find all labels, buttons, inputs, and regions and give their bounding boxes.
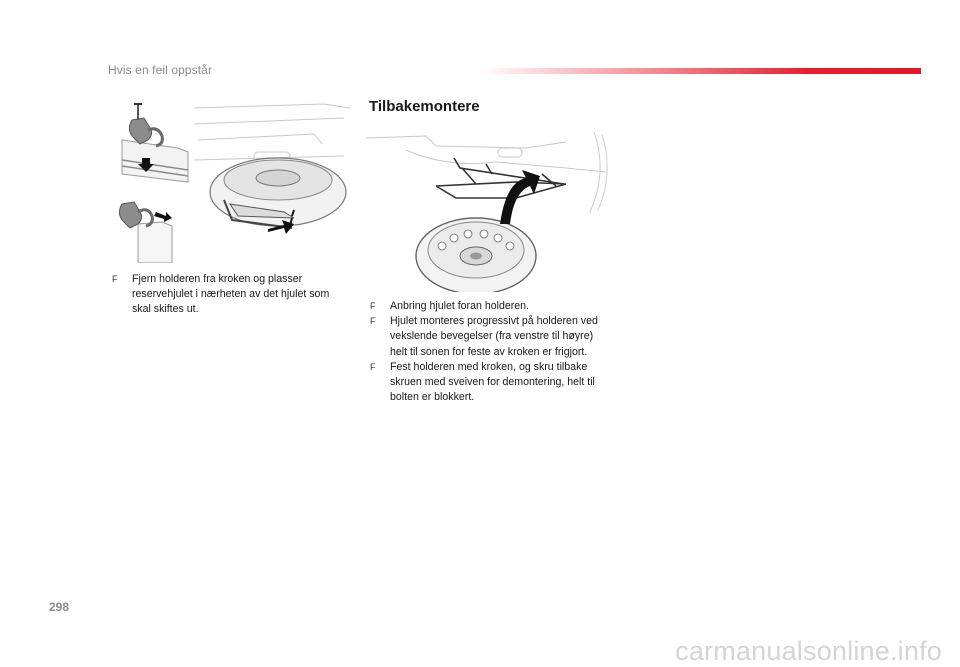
instruction-text: Fest holderen med kroken, og skru tilbake skruen med sveiven for demontering, helt til bolten er blokkert. xyxy=(390,360,595,404)
bullet-marker: F xyxy=(370,361,376,372)
left-instruction-list xyxy=(112,272,348,318)
instruction-item xyxy=(370,299,606,314)
spare-wheel-refit-illustration xyxy=(366,128,610,292)
instruction-text: Fjern holderen fra kroken og plasser reservehjulet i nærheten av det hjulet som skal skiftes ut. xyxy=(132,273,330,316)
header-accent-rule xyxy=(478,68,921,74)
instruction-item xyxy=(112,272,348,318)
header-title: Hvis en feil oppstår xyxy=(108,63,213,77)
spare-wheel-icon xyxy=(416,218,536,292)
section-title: Tilbakemontere xyxy=(369,98,480,115)
bullet-marker: F xyxy=(112,274,118,284)
instruction-item xyxy=(370,314,606,360)
right-instruction-list xyxy=(370,299,606,405)
spare-wheel-removal-illustration xyxy=(194,100,350,252)
bullet-marker: F xyxy=(370,301,376,311)
page-number: 298 xyxy=(49,600,70,614)
instruction-text: Anbring hjulet foran holderen. xyxy=(390,300,529,312)
watermark: carmanualsonline.info xyxy=(675,636,942,666)
hook-detail-illustration xyxy=(118,100,190,263)
bullet-marker: F xyxy=(370,316,376,327)
instruction-item xyxy=(370,360,606,406)
instruction-text: Hjulet monteres progressivt på holderen ved vekslende bevegelser (fra venstre til høyre) helt til sonen for feste av kroken er frigjort. xyxy=(390,315,598,358)
